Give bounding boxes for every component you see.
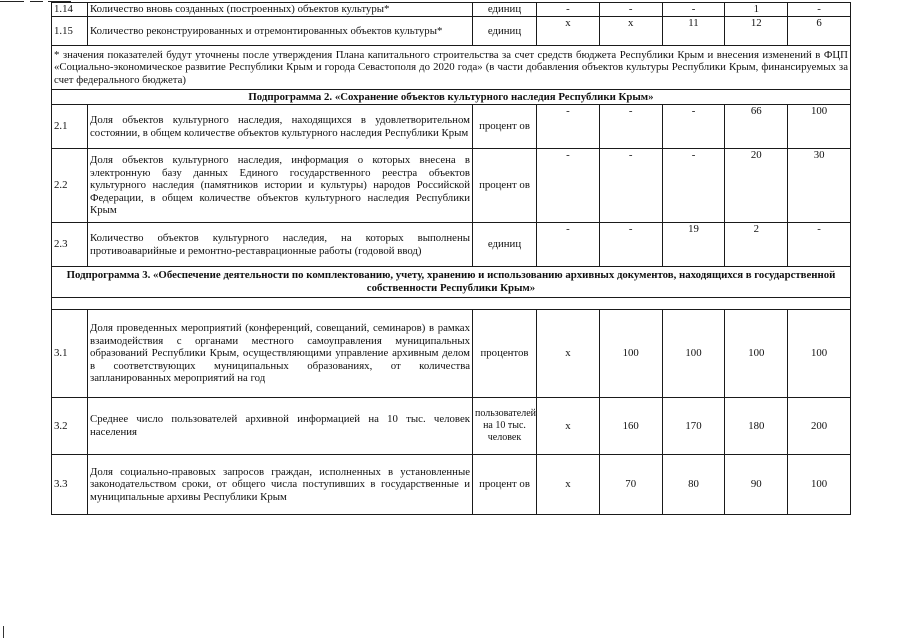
table-row [52, 310, 851, 398]
indicator-name: Доля социально-правовых запросов граждан, исполненных в установленные законодательством сроки, от общего числа поступивших в государственные и муниципальные архивы Республики Крым [88, 455, 473, 515]
value-cell: 12 [725, 17, 788, 46]
value-cell: 30 [788, 149, 851, 223]
value-cell: 66 [725, 105, 788, 149]
value-cell: 2 [725, 223, 788, 267]
footnote-row [52, 46, 851, 90]
value-cell: 6 [788, 17, 851, 46]
value-cell: - [537, 3, 600, 17]
value-cell: 180 [725, 398, 788, 455]
value-cell: 19 [662, 223, 725, 267]
footnote: * значения показателей будут уточнены после утверждения Плана капитального строительства за счет средств бюджета Республики Крым и внесения изменений в ФЦП «Социально-экономическое развитие Республики Крым и города Севастополя до 2020 года» (в части добавления объектов культуры Республики Крым, финансируемых за счет федерального бюджета) [52, 46, 851, 90]
indicator-name: Количество реконструированных и отремонтированных объектов культуры* [88, 17, 473, 46]
value-cell: х [537, 17, 600, 46]
value-cell: 100 [788, 455, 851, 515]
section-title: Подпрограмма 3. «Обеспечение деятельности по комплектованию, учету, хранению и использованию архивных документов, находящихся в государственной собственности Республики Крым» [52, 267, 851, 298]
value-cell: - [662, 149, 725, 223]
indicators-table [51, 2, 851, 515]
indicator-name: Доля объектов культурного наследия, информация о которых внесена в электронную базу данных Единого государственного реестра объектов культурного наследия (памятников истории и культуры) народов Российской Федерации, в общем количестве объектов культурного наследия Республики Крым [88, 149, 473, 223]
value-cell: 11 [662, 17, 725, 46]
value-cell: - [662, 105, 725, 149]
table-row [52, 398, 851, 455]
table-row [52, 149, 851, 223]
value-cell: 70 [599, 455, 662, 515]
value-cell: х [537, 398, 600, 455]
value-cell: - [537, 223, 600, 267]
unit-cell: единиц [473, 17, 537, 46]
value-cell: х [537, 310, 600, 398]
table-row [52, 3, 851, 17]
section-title: Подпрограмма 2. «Сохранение объектов культурного наследия Республики Крым» [52, 90, 851, 105]
row-number: 1.14 [52, 3, 88, 17]
indicator-name: Доля проведенных мероприятий (конференций, совещаний, семинаров) в рамках взаимодействия с органами местного самоуправления муниципальных образований Республики Крым, осуществляющими управление архивным делом в соответствующих муниципальных образованиях, от количества запланированных мероприятий на год [88, 310, 473, 398]
row-number: 3.1 [52, 310, 88, 398]
unit-cell: процент ов [473, 455, 537, 515]
value-cell: - [599, 105, 662, 149]
unit-cell: процент ов [473, 105, 537, 149]
value-cell: 20 [725, 149, 788, 223]
value-cell: 1 [725, 3, 788, 17]
row-number: 2.3 [52, 223, 88, 267]
table-row [52, 223, 851, 267]
spacer-row [52, 298, 851, 310]
value-cell: х [599, 17, 662, 46]
value-cell: 100 [725, 310, 788, 398]
unit-cell: единиц [473, 3, 537, 17]
row-number: 3.3 [52, 455, 88, 515]
table-row [52, 17, 851, 46]
unit-cell: единиц [473, 223, 537, 267]
value-cell: 160 [599, 398, 662, 455]
indicator-name: Количество объектов культурного наследия, на которых выполнены противоаварийные и ремонтно-реставрационные работы (годовой ввод) [88, 223, 473, 267]
row-number: 2.2 [52, 149, 88, 223]
value-cell: 100 [788, 105, 851, 149]
value-cell: - [662, 3, 725, 17]
value-cell: - [599, 149, 662, 223]
value-cell: 90 [725, 455, 788, 515]
indicator-name: Доля объектов культурного наследия, находящихся в удовлетворительном состоянии, в общем количестве объектов культурного наследия Республики Крым [88, 105, 473, 149]
scan-left-mark [3, 626, 4, 638]
value-cell: - [537, 105, 600, 149]
value-cell: 80 [662, 455, 725, 515]
row-number: 3.2 [52, 398, 88, 455]
value-cell: 100 [662, 310, 725, 398]
value-cell: - [788, 3, 851, 17]
section-header-row [52, 267, 851, 298]
blank-cell [52, 298, 851, 310]
value-cell: - [599, 223, 662, 267]
section-header-row [52, 90, 851, 105]
value-cell: 100 [599, 310, 662, 398]
indicator-name: Количество вновь созданных (построенных) объектов культуры* [88, 3, 473, 17]
row-number: 2.1 [52, 105, 88, 149]
value-cell: 100 [788, 310, 851, 398]
table-row [52, 105, 851, 149]
unit-cell: процентов [473, 310, 537, 398]
value-cell: 170 [662, 398, 725, 455]
row-number: 1.15 [52, 17, 88, 46]
value-cell: 200 [788, 398, 851, 455]
table-row [52, 455, 851, 515]
value-cell: х [537, 455, 600, 515]
indicator-name: Среднее число пользователей архивной информацией на 10 тыс. человек населения [88, 398, 473, 455]
value-cell: - [599, 3, 662, 17]
unit-cell: процент ов [473, 149, 537, 223]
unit-cell: пользователей на 10 тыс. человек [473, 398, 537, 455]
value-cell: - [537, 149, 600, 223]
value-cell: - [788, 223, 851, 267]
